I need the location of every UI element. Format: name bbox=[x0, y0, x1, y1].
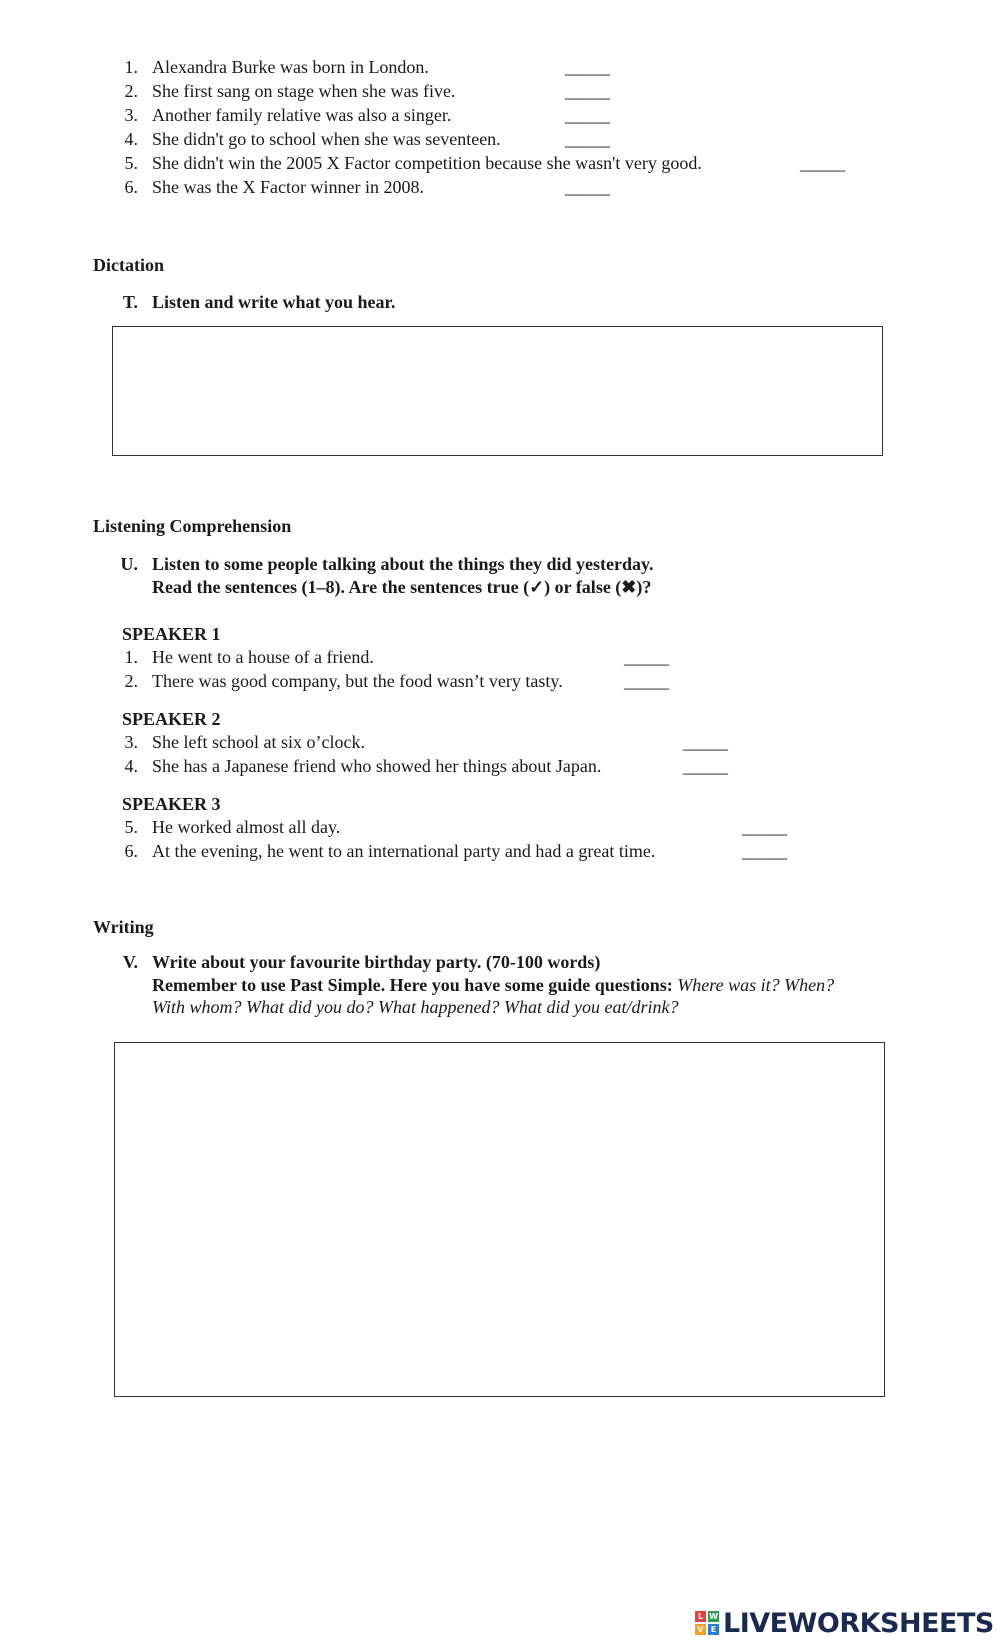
listening-instruction-line1: Listen to some people talking about the things they did yesterday. bbox=[152, 554, 654, 574]
answer-blank[interactable]: _____ bbox=[565, 129, 610, 149]
speaker-label: SPEAKER 2 bbox=[122, 709, 221, 729]
item-number: 6. bbox=[124, 177, 138, 197]
logo-squares-icon bbox=[695, 1611, 719, 1635]
item-text: She has a Japanese friend who showed her things about Japan. bbox=[152, 756, 602, 776]
item-text: Alexandra Burke was born in London. bbox=[152, 57, 429, 77]
item-number: 5. bbox=[124, 817, 138, 837]
writing-guide-questions: Where was it? When? bbox=[677, 975, 835, 995]
item-number: 6. bbox=[124, 841, 138, 861]
item-number: 4. bbox=[124, 129, 138, 149]
logo-text: LIVEWORKSHEETS bbox=[723, 1607, 994, 1639]
item-number: 5. bbox=[124, 153, 138, 173]
task-letter: T. bbox=[122, 292, 138, 312]
item-text: He worked almost all day. bbox=[152, 817, 341, 837]
speaker-label: SPEAKER 1 bbox=[122, 624, 221, 644]
answer-blank[interactable]: _____ bbox=[565, 177, 610, 197]
speaker-label: SPEAKER 3 bbox=[122, 794, 221, 814]
answer-blank[interactable]: _____ bbox=[624, 671, 669, 691]
logo-square: L bbox=[695, 1611, 706, 1622]
item-number: 3. bbox=[124, 105, 138, 125]
listening-instruction-line2: Read the sentences (1–8). Are the sentences true (✓) or false (✖)? bbox=[152, 577, 652, 597]
listening-heading: Listening Comprehension bbox=[93, 516, 292, 536]
answer-blank[interactable]: _____ bbox=[565, 57, 610, 77]
item-text: There was good company, but the food wasn’t very tasty. bbox=[152, 671, 563, 691]
writing-answer-box[interactable] bbox=[114, 1042, 885, 1397]
item-text: She didn't win the 2005 X Factor competition because she wasn't very good. bbox=[152, 153, 702, 173]
item-number: 4. bbox=[124, 756, 138, 776]
answer-blank[interactable]: _____ bbox=[565, 105, 610, 125]
dictation-instruction: Listen and write what you hear. bbox=[152, 292, 396, 312]
answer-blank[interactable]: _____ bbox=[565, 81, 610, 101]
writing-instruction-line2 bbox=[152, 975, 834, 996]
item-text: She first sang on stage when she was five. bbox=[152, 81, 456, 101]
item-number: 1. bbox=[124, 57, 138, 77]
dictation-answer-box[interactable] bbox=[112, 326, 883, 456]
logo-square: E bbox=[708, 1624, 719, 1635]
writing-guide-questions-line3: With whom? What did you do? What happened? What did you eat/drink? bbox=[152, 997, 679, 1017]
item-text: She was the X Factor winner in 2008. bbox=[152, 177, 424, 197]
logo-square: V bbox=[695, 1624, 706, 1635]
dictation-heading: Dictation bbox=[93, 255, 164, 275]
answer-blank[interactable]: _____ bbox=[742, 817, 787, 837]
item-number: 1. bbox=[124, 647, 138, 667]
item-number: 3. bbox=[124, 732, 138, 752]
item-text: He went to a house of a friend. bbox=[152, 647, 374, 667]
item-text: At the evening, he went to an international party and had a great time. bbox=[152, 841, 656, 861]
item-text: She didn't go to school when she was seventeen. bbox=[152, 129, 501, 149]
task-letter: U. bbox=[120, 554, 138, 574]
writing-instruction-bold: Remember to use Past Simple. Here you have some guide questions: bbox=[152, 975, 673, 995]
item-text: She left school at six o’clock. bbox=[152, 732, 365, 752]
answer-blank[interactable]: _____ bbox=[683, 756, 728, 776]
answer-blank[interactable]: _____ bbox=[742, 841, 787, 861]
item-number: 2. bbox=[124, 81, 138, 101]
writing-heading: Writing bbox=[93, 917, 154, 937]
answer-blank[interactable]: _____ bbox=[624, 647, 669, 667]
logo-square: W bbox=[709, 1612, 718, 1621]
answer-blank[interactable]: _____ bbox=[800, 153, 845, 173]
answer-blank[interactable]: _____ bbox=[683, 732, 728, 752]
writing-instruction-line1: Write about your favourite birthday party. (70-100 words) bbox=[152, 952, 601, 972]
liveworksheets-logo bbox=[695, 1607, 994, 1639]
item-number: 2. bbox=[124, 671, 138, 691]
item-text: Another family relative was also a singer. bbox=[152, 105, 452, 125]
task-letter: V. bbox=[122, 952, 138, 972]
